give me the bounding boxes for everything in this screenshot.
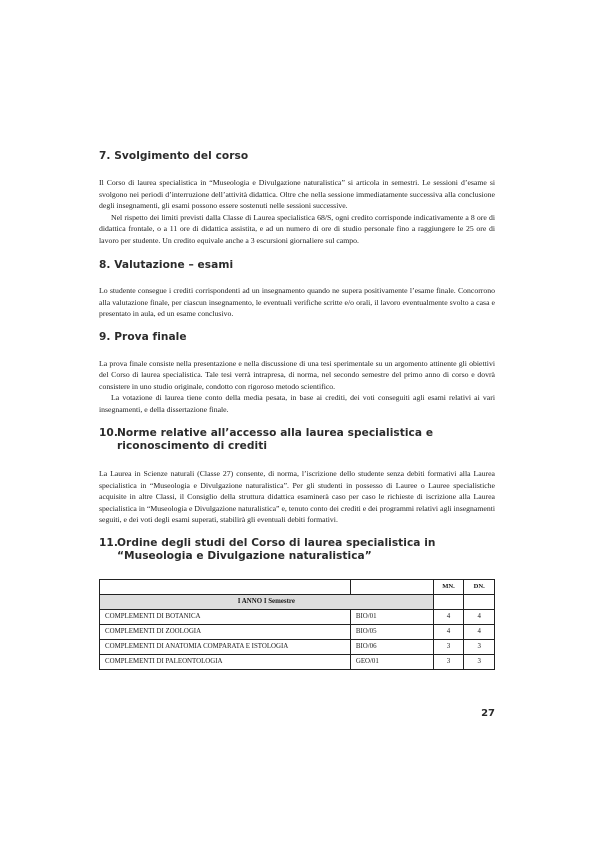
table-header-row <box>100 579 495 594</box>
course-name: COMPLEMENTI DI ZOOLOGIA <box>100 624 351 639</box>
section-title: Ordine degli studi del Corso di laurea specialistica in “Museologia e Divulgazione naturalistica” <box>117 536 436 562</box>
paragraph: Nel rispetto dei limiti previsti dalla Classe di Laurea specialistica 68/S, ogni credito corrisponde indicativamente a 8 ore di didattica frontale, o a 11 ore di didattica assistita, e ad un numero di ore di studio personale fino a raggiungere le 25 ore di lavoro per studente. Un credito equivale anche a 3 escursioni giornaliere sul campo. <box>99 212 495 245</box>
course-code: BIO/05 <box>350 624 433 639</box>
section-svolgimento <box>99 150 495 246</box>
section-number: 10. <box>99 427 118 439</box>
table-row <box>100 609 495 624</box>
document-body <box>99 150 495 670</box>
course-code: BIO/06 <box>350 639 433 654</box>
header-max-credits: DN. <box>464 579 495 594</box>
paragraph: La Laurea in Scienze naturali (Classe 27) consente, di norma, l’iscrizione dello studente senza debiti formativi alla Laurea specialistica in “Museologia e Divulgazione naturalistica”. Per gli studenti in possesso di Lauree o Lauree specialistiche acquisite in altre Classi, il Consiglio della struttura didattica esaminerà caso per caso le richieste di iscrizione alla Laurea specialistica in “Museologia e Divulgazione naturalistica” e, tenuto conto dei crediti e dei programmi relativi agli insegnamenti seguiti, e dei voti degli esami superati, stabilirà gli eventuali debiti formativi. <box>99 469 495 524</box>
course-max-credits: 4 <box>464 609 495 624</box>
section-heading <box>99 427 495 453</box>
section-title: Norme relative all’accesso alla laurea specialistica e riconoscimento di crediti <box>117 427 434 452</box>
course-name: COMPLEMENTI DI BOTANICA <box>100 609 351 624</box>
section-heading: 8. Valutazione – esami <box>99 259 234 271</box>
header-name <box>100 579 351 594</box>
course-max-credits: 3 <box>464 654 495 669</box>
year-row <box>100 594 495 609</box>
course-min-credits: 3 <box>433 639 464 654</box>
year-row-empty-cell <box>433 594 464 609</box>
course-code: BIO/01 <box>350 609 433 624</box>
section-heading: 9. Prova finale <box>99 330 187 343</box>
section-prova-finale <box>99 331 495 416</box>
header-code <box>350 579 433 594</box>
section-ordine-studi <box>99 537 495 670</box>
table-row <box>100 654 495 669</box>
section-number: 11. <box>99 536 118 549</box>
course-min-credits: 4 <box>433 609 464 624</box>
section-valutazione <box>99 259 495 320</box>
section-heading: 7. Svolgimento del corso <box>99 150 249 162</box>
course-name: COMPLEMENTI DI ANATOMIA COMPARATA E ISTOLOGIA <box>100 639 351 654</box>
course-min-credits: 4 <box>433 624 464 639</box>
course-max-credits: 3 <box>464 639 495 654</box>
course-name: COMPLEMENTI DI PALEONTOLOGIA <box>100 654 351 669</box>
table-row <box>100 639 495 654</box>
paragraph: Il Corso di laurea specialistica in “Museologia e Divulgazione naturalistica” si articola in semestri. Le sessioni d’esame si svolgono nei periodi d’interruzione dell’attività didattica. Oltre che nella sessione immediatamente successiva alla conclusione degli insegnamenti, gli esami possono essere sostenuti nelle sessioni successive. <box>99 178 495 210</box>
courses-table <box>99 579 495 670</box>
section-norme-accesso <box>99 427 495 526</box>
paragraph: La prova finale consiste nella presentazione e nella discussione di una tesi sperimentale su un argomento attinente gli obiettivi del Corso di laurea specialistica. Tale tesi verrà intrapresa, di norma, nel secondo semestre del primo anno di corso e dovrà consistere in uno studio originale, condotto con rigoroso metodo scientifico. <box>99 358 495 391</box>
table-row <box>100 624 495 639</box>
course-min-credits: 3 <box>433 654 464 669</box>
header-min-credits: MN. <box>433 579 464 594</box>
course-code: GEO/01 <box>350 654 433 669</box>
year-row-empty-cell <box>464 594 495 609</box>
paragraph: La votazione di laurea tiene conto della media pesata, in base ai crediti, dei voti conseguiti agli esami relativi ai vari insegnamenti, e della dissertazione finale. <box>99 393 495 414</box>
year-label: I ANNO I Semestre <box>100 594 434 609</box>
course-max-credits: 4 <box>464 624 495 639</box>
paragraph: Lo studente consegue i crediti corrispondenti ad un insegnamento quando ne supera positivamente l’esame finale. Concorrono alla valutazione finale, per ciascun insegnamento, le eventuali verifiche scritte e/o orali, il lavoro eventualmente svolto a casa e presentato in aula, ed un esame conclusivo. <box>99 286 495 318</box>
section-heading <box>99 537 495 563</box>
page-number: 27 <box>481 708 495 719</box>
